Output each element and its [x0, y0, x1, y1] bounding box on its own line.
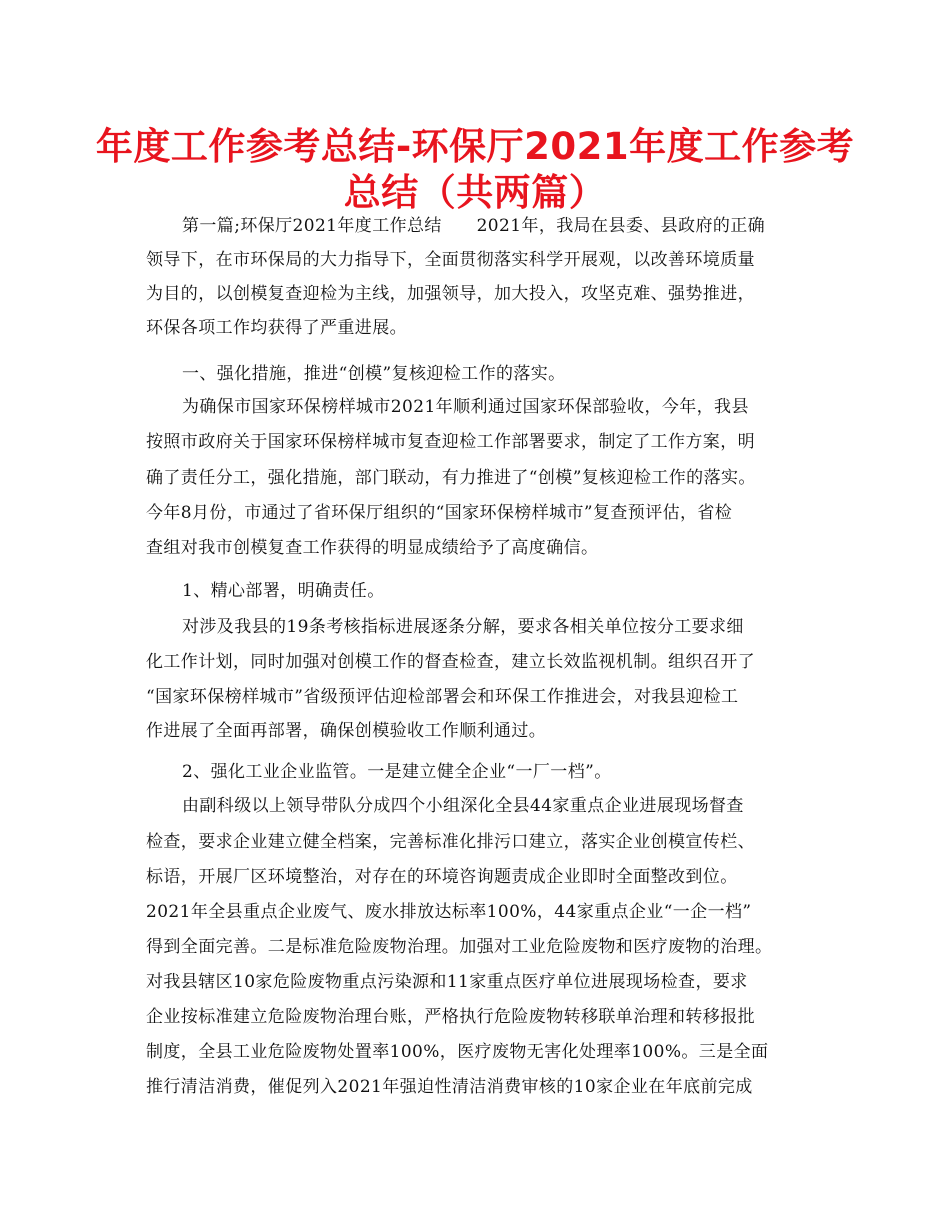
body-line: 化工作计划，同时加强对创模工作的督查检查，建立长效监视机制。组织召开了: [146, 652, 755, 672]
body-line: 为确保市国家环保榜样城市2021年顺利通过国家环保部验收，今年，我县: [182, 397, 749, 417]
body-line: 标语，开展厂区环境整治，对存在的环境咨询题责成企业即时全面整改到位。: [146, 867, 738, 887]
body-line: 企业按标准建立危险废物治理台账，严格执行危险废物转移联单治理和转移报批: [146, 1007, 755, 1027]
body-line: 检查，要求企业建立健全档案，完善标准化排污口建立，落实企业创模宣传栏、: [146, 832, 755, 852]
document-title-line-2: 总结（共两篇）: [343, 171, 607, 214]
body-line: 对我县辖区10家危险废物重点污染源和11家重点医疗单位进展现场检查，要求: [146, 972, 748, 992]
body-line: 得到全面完善。二是标准危险废物治理。加强对工业危险废物和医疗废物的治理。: [146, 937, 773, 957]
subsection-heading: 2、强化工业企业监管。一是建立健全企业“一厂一档”。: [182, 762, 612, 782]
body-line: 对涉及我县的19条考核指标进展逐条分解，要求各相关单位按分工要求细: [182, 617, 744, 637]
body-line: 今年8月份，市通过了省环保厅组织的“国家环保榜样城市”复查预评估，省检: [146, 503, 733, 523]
body-line: 领导下，在市环保局的大力指导下，全面贯彻落实科学开展观，以改善环境质量: [146, 250, 755, 270]
body-line: 为目的，以创模复查迎检为主线，加强领导，加大投入，攻坚克难、强势推进，: [146, 284, 755, 304]
body-line: 查组对我市创模复查工作获得的明显成绩给予了高度确信。: [146, 538, 599, 558]
body-line: 作进展了全面再部署，确保创模验收工作顺利通过。: [146, 721, 547, 741]
body-line: 按照市政府关于国家环保榜样城市复查迎检工作部署要求，制定了工作方案，明: [146, 432, 755, 452]
body-line: “国家环保榜样城市”省级预评估迎检部署会和环保工作推进会，对我县迎检工: [146, 687, 739, 707]
body-line: 第一篇;环保厅2021年度工作总结 2021年，我局在县委、县政府的正确: [182, 216, 766, 236]
body-line: 由副科级以上领导带队分成四个小组深化全县44家重点企业进展现场督查: [182, 796, 744, 816]
subsection-heading: 1、精心部署，明确责任。: [182, 581, 385, 601]
body-line: 环保各项工作均获得了严重进展。: [146, 318, 407, 338]
body-line: 制度，全县工业危险废物处置率100%，医疗废物无害化处理率100%。三是全面: [146, 1042, 769, 1062]
document-title-line-1: 年度工作参考总结-环保厅2021年度工作参考: [95, 125, 855, 168]
body-line: 确了责任分工，强化措施，部门联动，有力推进了“创模”复核迎检工作的落实。: [146, 468, 756, 488]
section-heading: 一、强化措施，推进“创模”复核迎检工作的落实。: [182, 364, 566, 384]
body-line: 推行清洁消费，催促列入2021年强迫性清洁消费审核的10家企业在年底前完成: [146, 1077, 753, 1097]
body-line: 2021年全县重点企业废气、废水排放达标率100%，44家重点企业“一企一档”: [146, 902, 752, 922]
